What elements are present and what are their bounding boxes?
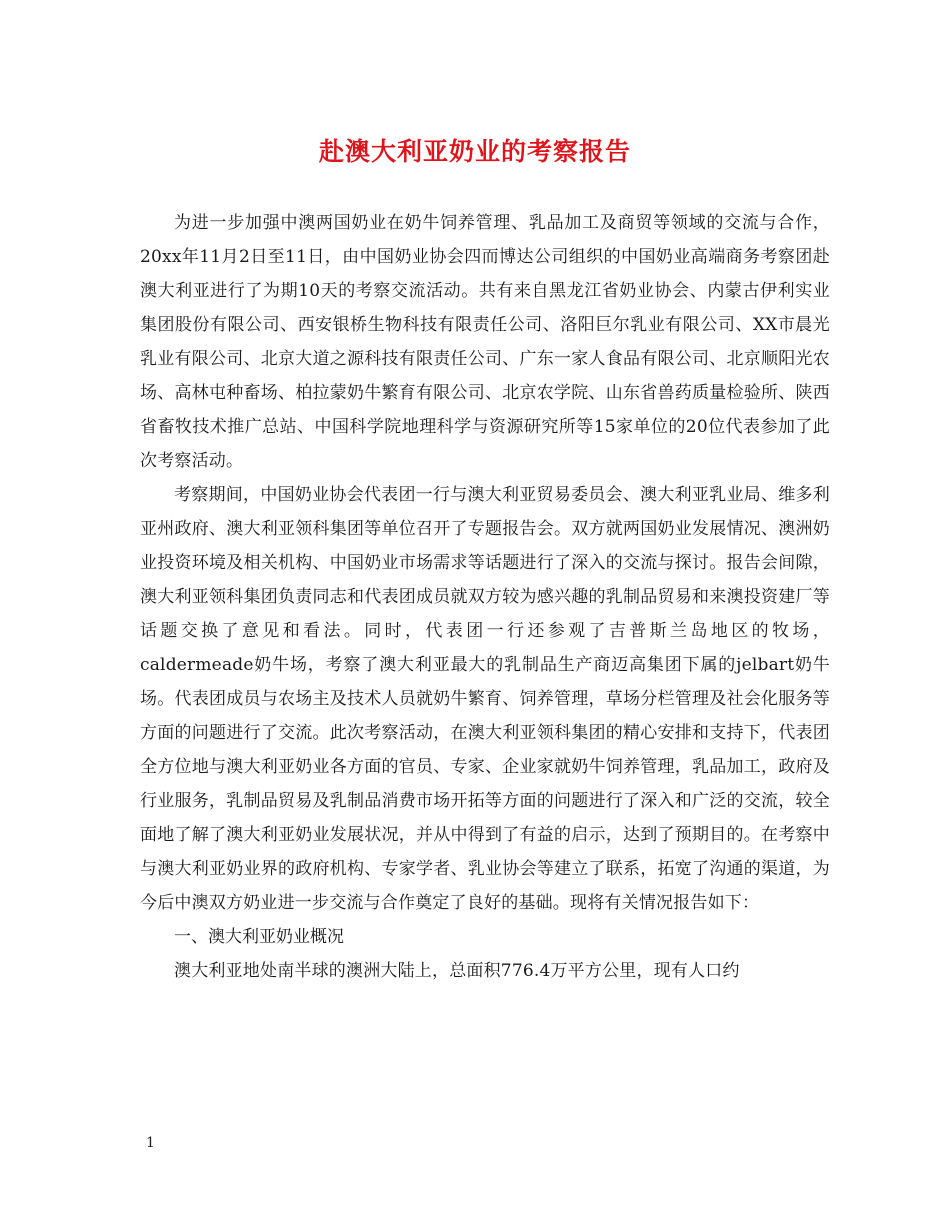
- page-number: 1: [146, 1135, 155, 1151]
- document-body: [140, 206, 830, 988]
- paragraph-intro: 为进一步加强中澳两国奶业在奶牛饲养管理、乳品加工及商贸等领域的交流与合作，20xx年11月2日至11日，由中国奶业协会四而博达公司组织的中国奶业高端商务考察团赴澳大利亚进行了为期10天的考察交流活动。共有来自黑龙江省奶业协会、内蒙古伊利实业集团股份有限公司、西安银桥生物科技有限责任公司、洛阳巨尔乳业有限公司、XX市晨光乳业有限公司、北京大道之源科技有限责任公司、广东一家人食品有限公司、北京顺阳光农场、高林屯种畜场、柏拉蒙奶牛繁育有限公司、北京农学院、山东省兽药质量检验所、陕西省畜牧技术推广总站、中国科学院地理科学与资源研究所等15家单位的20位代表参加了此次考察活动。: [140, 213, 830, 471]
- document-title: 赴澳大利亚奶业的考察报告: [318, 137, 631, 166]
- paragraph-inspection: 考察期间，中国奶业协会代表团一行与澳大利亚贸易委员会、澳大利亚乳业局、维多利亚州政府、澳大利亚领科集团等单位召开了专题报告会。双方就两国奶业发展情况、澳洲奶业投资环境及相关机构、中国奶业市场需求等话题进行了深入的交流与探讨。报告会间隙，澳大利亚领科集团负责同志和代表团成员就双方较为感兴趣的乳制品贸易和来澳投资建厂等话题交换了意见和看法。同时，代表团一行还参观了吉普斯兰岛地区的牧场，caldermeade奶牛场，考察了澳大利亚最大的乳制品生产商迈高集团下属的jelbart奶牛场。代表团成员与农场主及技术人员就奶牛繁育、饲养管理，草场分栏管理及社会化服务等方面的问题进行了交流。此次考察活动，在澳大利亚领科集团的精心安排和支持下，代表团全方位地与澳大利亚奶业各方面的官员、专家、企业家就奶牛饲养管理，乳品加工，政府及行业服务，乳制品贸易及乳制品消费市场开拓等方面的问题进行了深入和广泛的交流，较全面地了解了澳大利亚奶业发展状况，并从中得到了有益的启示，达到了预期目的。在考察中与澳大利亚奶业界的政府机构、专家学者、乳业协会等建立了联系，拓宽了沟通的渠道，为今后中澳双方奶业进一步交流与合作奠定了良好的基础。现将有关情况报告如下：: [140, 485, 830, 913]
- paragraph-overview: 澳大利亚地处南半球的澳洲大陆上，总面积776.4万平方公里，现有人口约: [174, 961, 740, 981]
- section-heading: 一、澳大利亚奶业概况: [174, 927, 344, 947]
